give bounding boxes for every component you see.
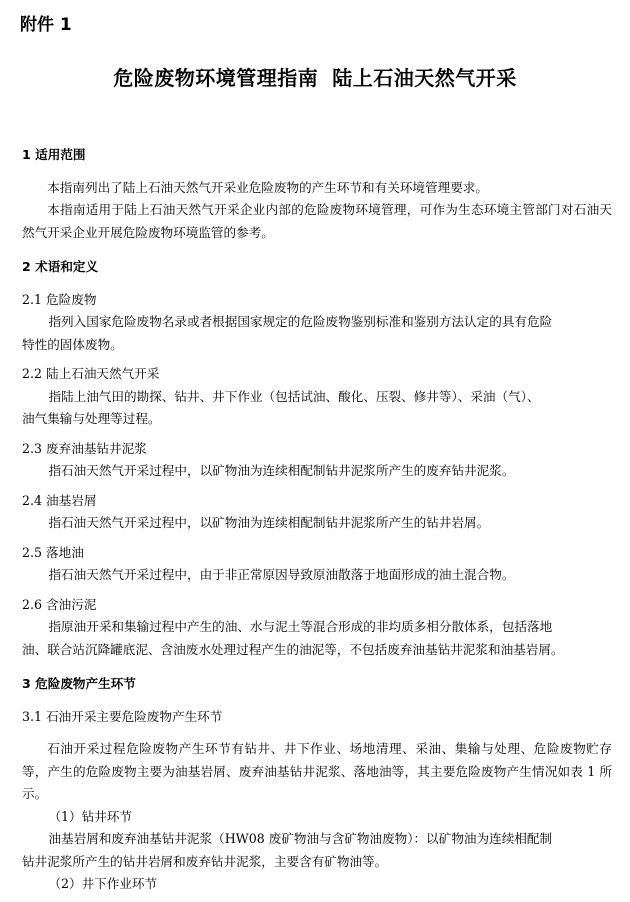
definition-2-6-title: 2.6 含油污泥: [22, 596, 97, 612]
item-2-title: （2）井下作业环节: [48, 876, 158, 891]
definition-2-2-text: 指陆上油气田的勘探、钻井、井下作业（包括试油、酸化、压裂、修井等）、采油（气）、: [48, 388, 540, 404]
document-title: [0, 62, 630, 91]
definition-2-2-continuation: 油气集输与处理等过程。: [22, 411, 161, 426]
section-1-heading: 1 适用范围: [22, 147, 86, 162]
definition-2-5-text: 指石油天然气开采过程中，由于非正常原因导致原油散落于地面形成的油土混合物。: [48, 567, 515, 582]
section-2-heading: 2 术语和定义: [22, 259, 99, 274]
item-1-title: （1）钻井环节: [48, 808, 133, 824]
section-3-1-paragraph: 石油开采过程危险废物产生环节有钻井、井下作业、场地清理、采油、集输与处理、危险废物贮存等，产生的危险废物主要为油基岩屑、废弃油基钻井泥浆、落地油等，其主要危险废物产生情况如表 1 所示。: [22, 741, 612, 801]
definition-2-5-title: 2.5 落地油: [22, 544, 84, 560]
subsection-3-1-title: 3.1 石油开采主要危险废物产生环节: [22, 708, 223, 724]
definition-2-6-continuation: 油、联合站沉降罐底泥、含油废水处理过程产生的油泥等，不包括废弃油基钻井泥浆和油基岩屑。: [22, 641, 564, 657]
title-sub: 陆上石油天然气开采: [332, 66, 517, 90]
attachment-label: 附件 1: [20, 15, 72, 35]
document-body: [22, 144, 612, 896]
definition-2-3-text: 指石油天然气开采过程中，以矿物油为连续相配制钻井泥浆所产生的废弃钻井泥浆。: [48, 463, 515, 478]
section-1-paragraph-2: 本指南适用于陆上石油天然气开采企业内部的危险废物环境管理，可作为生态环境主管部门对石油天然气开采企业开展危险废物环境监管的参考。: [22, 202, 612, 240]
definition-2-6-text: 指原油开采和集输过程中产生的油、水与泥土等混合形成的非均质多相分散体系，包括落地: [48, 619, 553, 634]
definition-2-1-continuation: 特性的固体废物。: [22, 336, 123, 352]
definition-2-3-title: 2.3 废弃油基钻井泥浆: [22, 440, 147, 456]
section-3-heading: 3 危险废物产生环节: [22, 676, 136, 691]
item-1-text: 油基岩屑和废弃油基钻井泥浆（HW08 废矿物油与含矿物油废物）：以矿物油为连续相配制: [48, 831, 553, 846]
section-1-paragraph-1: 本指南列出了陆上石油天然气开采业危险废物的产生环节和有关环境管理要求。: [47, 179, 488, 195]
item-1-continuation: 钻井泥浆所产生的钻井岩屑和废弃钻井泥浆，主要含有矿物油等。: [22, 853, 388, 869]
title-main: 危险废物环境管理指南: [113, 66, 319, 90]
definition-2-2-title: 2.2 陆上石油天然气开采: [22, 366, 160, 381]
definition-2-4-text: 指石油天然气开采过程中，以矿物油为连续相配制钻井泥浆所产生的钻井岩屑。: [48, 515, 490, 530]
definition-2-1-title: 2.1 危险废物: [22, 291, 97, 307]
definition-2-1-text: 指列入国家危险废物名录或者根据国家规定的危险废物鉴别标准和鉴别方法认定的具有危险: [48, 314, 553, 329]
definition-2-4-title: 2.4 油基岩屑: [22, 492, 97, 508]
